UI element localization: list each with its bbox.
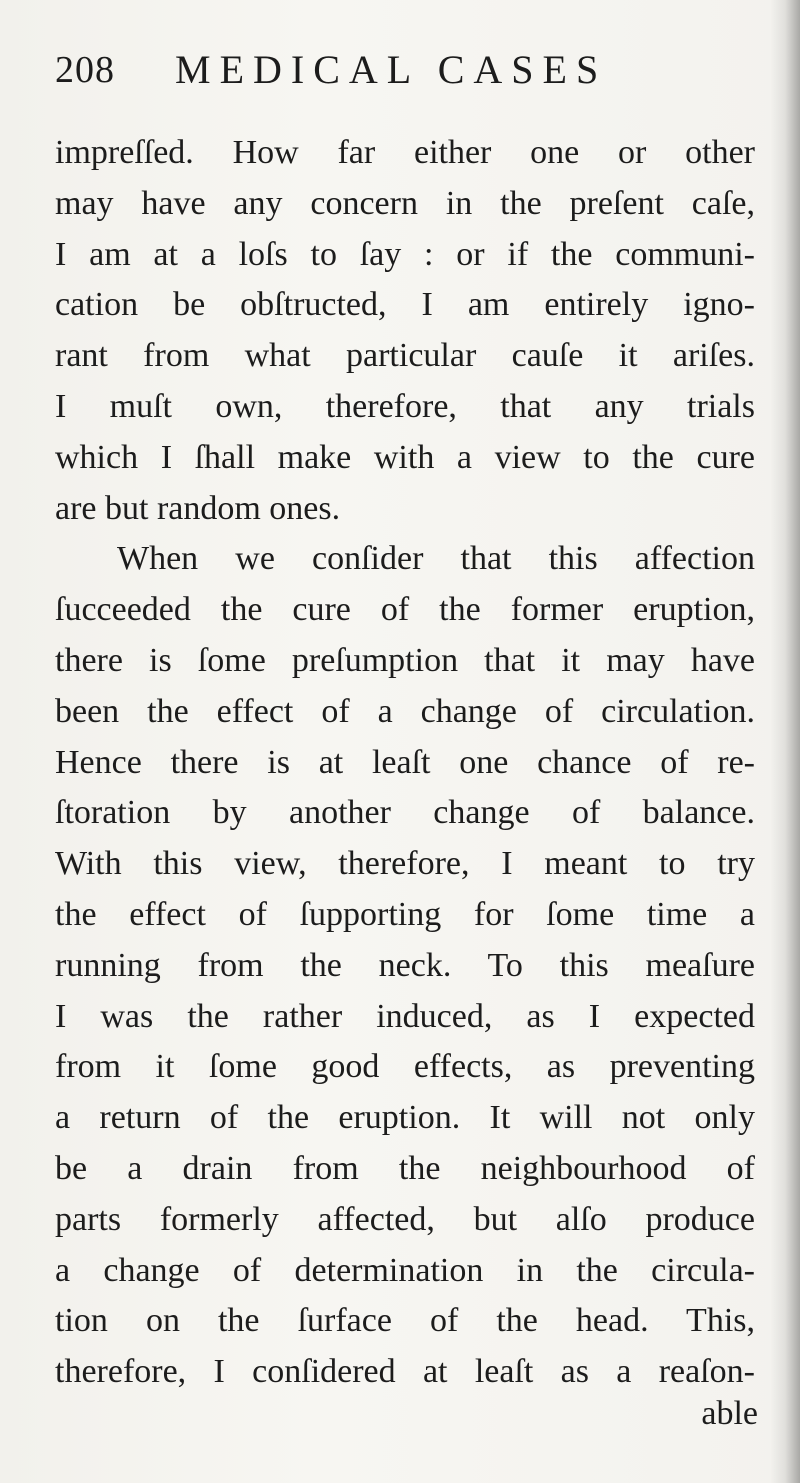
text-line: rant from what particular cauſe it ariſes. xyxy=(55,337,755,375)
text-line: ſucceeded the cure of the former eruption, xyxy=(55,591,755,629)
text-line: I was the rather induced, as I expected xyxy=(55,997,755,1035)
page-number: 208 xyxy=(55,49,115,91)
text-line: I am at a loſs to ſay : or if the communi- xyxy=(55,235,755,273)
text-line: Hence there is at leaſt one chance of re- xyxy=(55,743,755,781)
text-line: parts formerly affected, but alſo produce xyxy=(55,1200,755,1238)
text-line: tion on the ſurface of the head. This, xyxy=(55,1302,755,1340)
text-line: the effect of ſupporting for ſome time a xyxy=(55,895,755,933)
text-line: impreſſed. How far either one or other xyxy=(55,134,755,171)
page-header xyxy=(55,42,755,102)
text-line: With this view, therefore, I meant to try xyxy=(55,845,755,883)
body-text xyxy=(55,128,755,1398)
text-line: there is ſome preſumption that it may have xyxy=(55,641,755,679)
text-line: therefore, I conſidered at leaſt as a reaſon- xyxy=(55,1353,755,1391)
catchword: able xyxy=(701,1395,758,1432)
paragraph-first-line: When we conſider that this affection xyxy=(117,540,755,578)
text-line: be a drain from the neighbourhood of xyxy=(55,1149,755,1187)
text-line: a change of determination in the circula- xyxy=(55,1251,755,1289)
text-line: a return of the eruption. It will not only xyxy=(55,1099,755,1137)
text-line: may have any concern in the preſent caſe, xyxy=(55,184,755,222)
text-line: I muſt own, therefore, that any trials xyxy=(55,387,755,425)
text-line: ſtoration by another change of balance. xyxy=(55,794,755,832)
text-line: from it ſome good effects, as preventing xyxy=(55,1048,755,1086)
page-gutter-shadow xyxy=(770,0,800,1483)
text-line: which I ſhall make with a view to the cure xyxy=(55,438,755,476)
text-line: been the effect of a change of circulation. xyxy=(55,692,755,730)
text-line: cation be obſtructed, I am entirely igno- xyxy=(55,286,755,324)
running-head: MEDICAL CASES xyxy=(175,47,608,92)
text-line: running from the neck. To this meaſure xyxy=(55,946,755,984)
text-line: are but random ones. xyxy=(55,489,341,527)
